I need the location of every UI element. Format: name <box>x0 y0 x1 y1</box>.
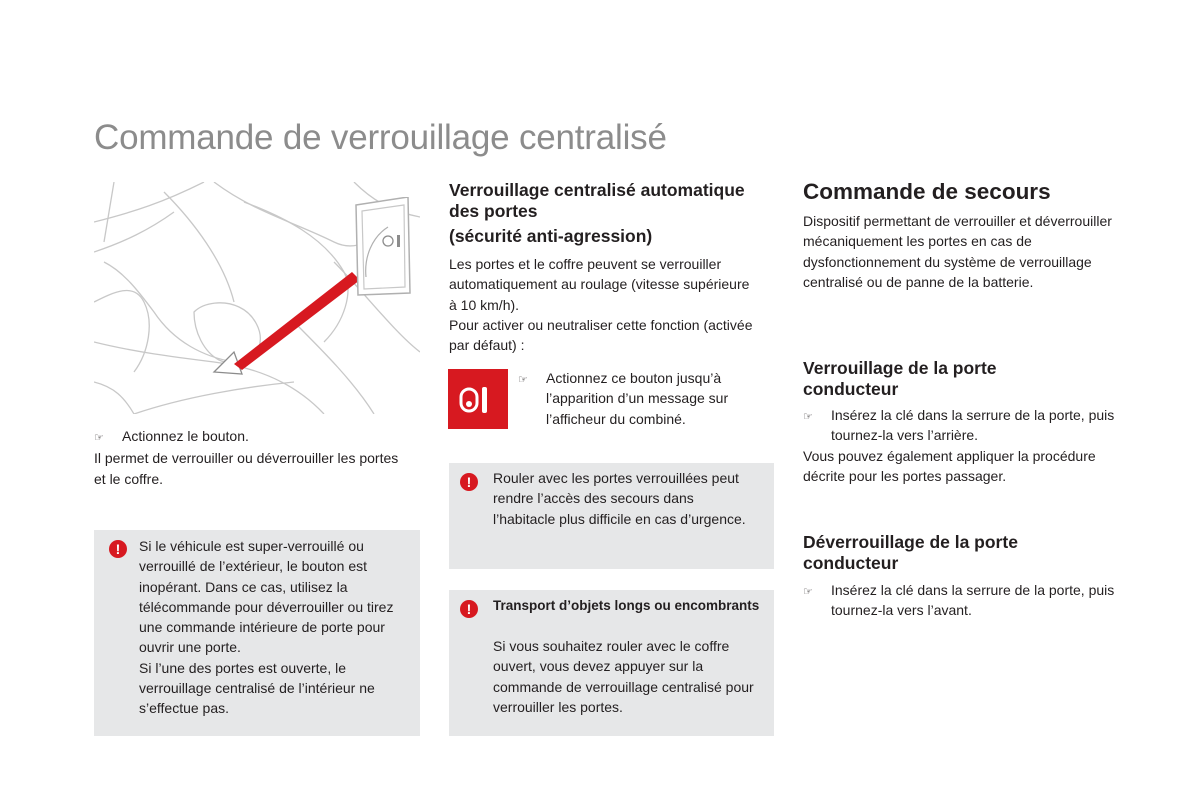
button-inset-illustration <box>352 197 414 297</box>
right-sub2-heading: Déverrouillage de la porte conducteur <box>803 532 1018 573</box>
lock-symbol <box>448 369 508 429</box>
pointing-hand-icon: ☞ <box>803 586 813 598</box>
middle-bullet <box>518 368 768 429</box>
exclamation-icon: ! <box>460 600 478 618</box>
pointing-hand-icon: ☞ <box>803 411 813 423</box>
middle-warning-box-1 <box>449 463 774 569</box>
right-heading: Commande de secours <box>803 179 1051 204</box>
left-description: Il permet de verrouiller ou déverrouiller les portes et le coffre. <box>94 450 399 487</box>
middle-warning-2-text: Si vous souhaitez rouler avec le coffre ouvert, vous devez appuyer sur la commande de verrouillage centralisé pour verrouiller les portes. <box>493 638 754 715</box>
exclamation-icon: ! <box>460 473 478 491</box>
right-sub1-body <box>803 405 1133 486</box>
pointer-line <box>234 272 360 370</box>
page-title: Commande de verrouillage centralisé <box>94 118 667 157</box>
right-sub2-body <box>803 580 1133 621</box>
right-sub2-bullet <box>803 580 1133 621</box>
middle-warning-box-2 <box>449 590 774 736</box>
right-sub2-bullet-text: Insérez la clé dans la serrure de la porte, puis tournez-la vers l’avant. <box>831 582 1115 619</box>
middle-heading-line1: Verrouillage centralisé automatique des portes <box>449 180 745 221</box>
left-warning-text: Si le véhicule est super-verrouillé ou verrouillé de l’extérieur, le bouton est inopérant. Dans ce cas, utilisez la télécommande pour déverrouiller ou tirez une commande intérieure de porte pour ouvrir une porte. Si l’une des portes est ouverte, le verrouillage centralisé de l’intérieur ne s’effectue pas. <box>139 538 394 717</box>
right-sub1-bullet <box>803 405 1133 446</box>
middle-heading-line2: (sécurité anti-agression) <box>449 226 653 246</box>
middle-paragraphs <box>449 254 759 355</box>
middle-para2: Pour activer ou neutraliser cette fonction (activée par défaut) : <box>449 316 753 354</box>
lock-button-icon <box>448 369 508 429</box>
left-warning-box <box>94 530 420 736</box>
right-sub1-bullet-text: Insérez la clé dans la serrure de la porte, puis tournez-la vers l’arrière. <box>831 407 1115 444</box>
switch-panel-drawing <box>352 197 414 297</box>
middle-warning-1-text: Rouler avec les portes verrouillées peut rendre l’accès des secours dans l’habitacle plus difficile en cas d’urgence. <box>493 470 746 527</box>
left-action-text: Actionnez le bouton. <box>122 428 249 444</box>
right-sub1-heading: Verrouillage de la porte conducteur <box>803 358 997 399</box>
middle-para1: Les portes et le coffre peuvent se verrouiller automatiquement au roulage (vitesse supérieure à 10 km/h). <box>449 256 750 313</box>
right-intro: Dispositif permettant de verrouiller et déverrouiller mécaniquement les portes en cas de dysfonctionnement du système de verrouillage centralisé ou de panne de la batterie. <box>803 213 1112 290</box>
middle-bullet-text: Actionnez ce bouton jusqu’à l’apparition d’un message sur l’afficheur du combiné. <box>546 370 729 427</box>
left-instructions <box>94 426 404 489</box>
left-bullet <box>94 426 404 448</box>
pointing-hand-icon: ☞ <box>518 374 528 386</box>
exclamation-icon: ! <box>109 540 127 558</box>
pointing-hand-icon: ☞ <box>94 432 104 444</box>
right-sub1-note: Vous pouvez également appliquer la procédure décrite pour les portes passager. <box>803 447 1096 484</box>
middle-warning-2-title: Transport d’objets longs ou encombrants <box>493 598 760 613</box>
middle-heading <box>449 180 749 247</box>
